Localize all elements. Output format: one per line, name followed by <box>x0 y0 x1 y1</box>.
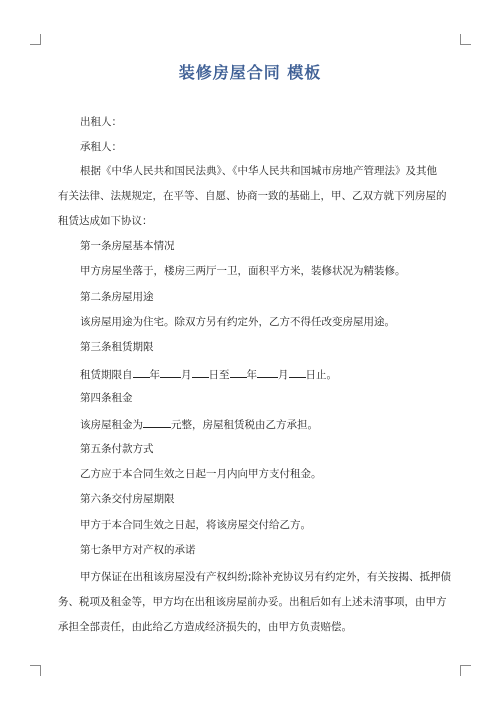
lessee-label: 承租人： <box>80 141 122 153</box>
blank-start-day <box>192 366 209 378</box>
article-6-heading: 第六条交付房屋期限 <box>80 493 175 505</box>
article-5-text: 乙方应于本合同生效之日起一月内向甲方支付租金。 <box>80 468 322 480</box>
intro-line-3: 租赁达成如下协议： <box>58 215 153 227</box>
article-3-text-part: 年 <box>149 369 160 381</box>
article-6-text: 甲方于本合同生效之日起，将该房屋交付给乙方。 <box>80 519 311 531</box>
article-1-heading: 第一条房屋基本情况 <box>80 240 175 252</box>
article-4-text <box>80 416 318 432</box>
article-2-text: 该房屋用途为住宅。除双方另有约定外，乙方不得任改变房屋用途。 <box>80 316 395 328</box>
article-4-heading: 第四条租金 <box>80 392 133 404</box>
article-3-text-part: 月 <box>278 369 289 381</box>
lessor-label: 出租人： <box>80 116 122 128</box>
blank-end-year <box>230 366 247 378</box>
article-3-text-part: 月 <box>181 369 192 381</box>
intro-line-1: 根据《中华人民共和国民法典》、《中华人民共和国城市房地产管理法》及其他 <box>80 165 437 177</box>
article-1-text: 甲方房屋坐落于，楼房三两厅一卫，面积平方米，装修状况为精装修。 <box>80 265 406 277</box>
article-5-heading: 第五条付款方式 <box>80 443 154 455</box>
article-4-text-part: 该房屋租金为 <box>80 419 143 431</box>
intro-line-2: 有关法律、法规规定，在平等、自愿、协商一致的基础上，甲、乙双方就下列房屋的 <box>58 190 447 202</box>
article-3-text-part: 日至 <box>208 369 230 381</box>
article-7-line-2: 务、税项及租金等，甲方均在出租该房屋前办妥。出租后如有上述未清事项，由甲方 <box>58 596 447 608</box>
article-3-heading: 第三条租赁期限 <box>80 341 154 353</box>
article-7-heading: 第七条甲方对产权的承诺 <box>80 544 196 556</box>
blank-end-month <box>257 366 278 378</box>
page-corner-mark-bottom-left <box>30 665 41 676</box>
blank-end-day <box>289 366 306 378</box>
article-3-text-part: 租赁期限自 <box>80 369 133 381</box>
blank-rent-amount <box>143 416 171 428</box>
blank-start-year <box>133 366 150 378</box>
article-7-line-1: 甲方保证在出租该房屋没有产权纠纷;除补充协议另有约定外，有关按揭、抵押债 <box>80 571 452 583</box>
article-4-text-part: 元整，房屋租赁税由乙方承担。 <box>171 419 318 431</box>
article-3-text-part: 日止。 <box>305 369 337 381</box>
article-7-line-3: 承担全部责任，由此给乙方造成经济损失的，由甲方负责赔偿。 <box>58 621 352 633</box>
article-3-text-part: 年 <box>246 369 257 381</box>
page-corner-mark-top-right <box>460 34 471 45</box>
page-corner-mark-bottom-right <box>460 665 471 676</box>
blank-start-month <box>160 366 181 378</box>
page-corner-mark-top-left <box>30 34 41 45</box>
article-2-heading: 第二条房屋用途 <box>80 291 154 303</box>
article-3-text <box>80 366 337 382</box>
document-title: 装修房屋合同 模板 <box>178 63 322 82</box>
